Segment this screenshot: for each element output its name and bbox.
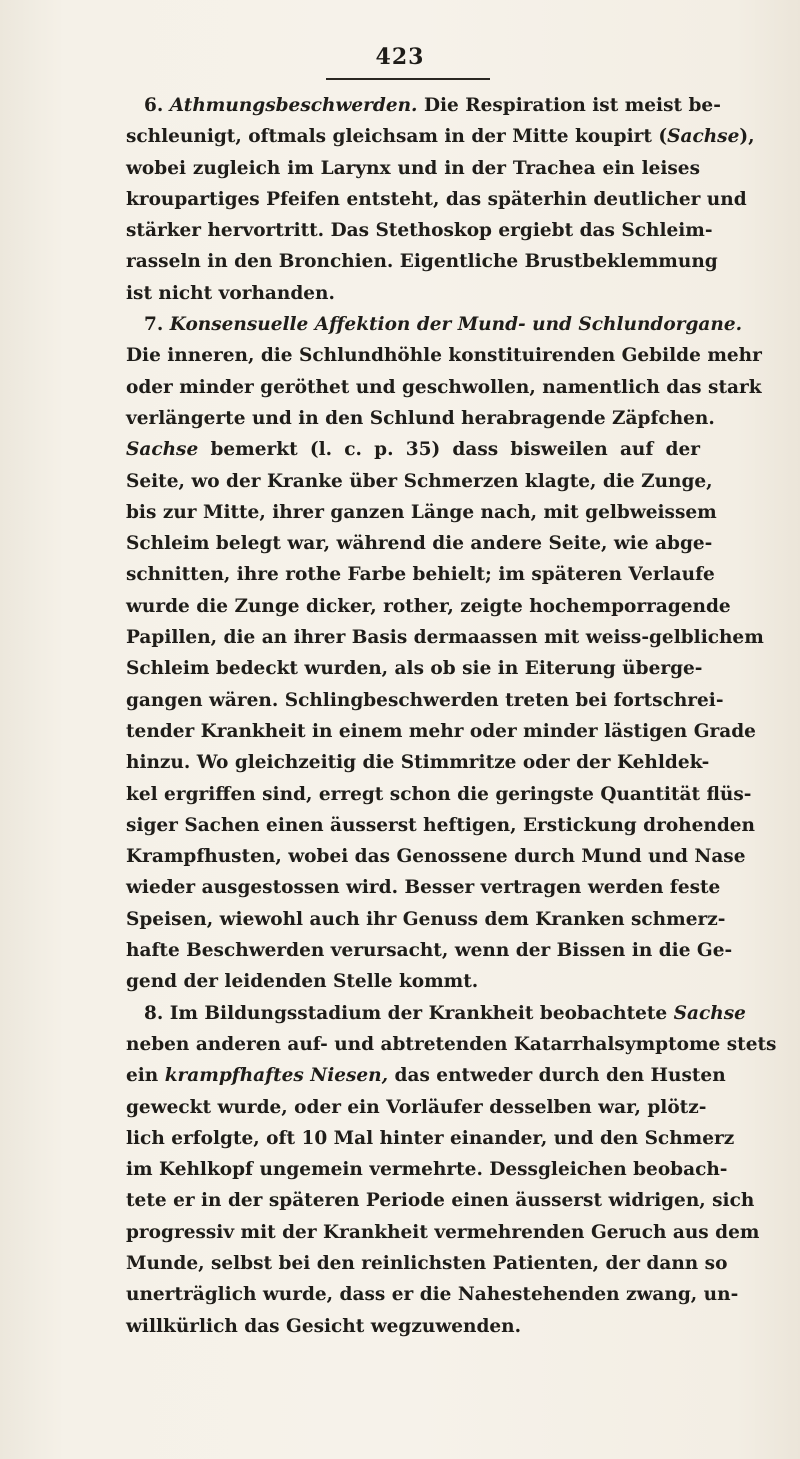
text-line (126, 184, 747, 215)
text-line (126, 1060, 726, 1091)
text-line (126, 246, 718, 277)
text-segment: ist nicht vorhanden. (126, 282, 335, 304)
italic-segment: Sachse (673, 1002, 746, 1024)
text-line (126, 1279, 739, 1310)
text-segment: gend der leidenden Stelle kommt. (126, 971, 479, 993)
text-segment: ein (126, 1065, 165, 1087)
text-line (126, 466, 713, 497)
text-line (126, 716, 756, 747)
text-segment: neben anderen auf- und abtretenden Katarrhalsymptome stets (126, 1033, 777, 1055)
text-segment: 8. Im Bildungsstadium der Krankheit beobachtete (144, 1002, 674, 1024)
text-line (126, 653, 703, 684)
text-line (126, 966, 700, 997)
text-line (126, 528, 713, 559)
text-segment: 6. (144, 95, 170, 116)
italic-segment: krampfhaftes Niesen, (164, 1065, 389, 1087)
text-segment: Die inneren, die Schlundhöhle konstituirenden Gebilde mehr (126, 345, 762, 367)
text-segment: kel ergriffen sind, erregt schon die geringste Quantität flüs- (126, 783, 752, 805)
text-segment: oder minder geröthet und geschwollen, namentlich das stark (126, 376, 762, 398)
italic-segment: Sachse (667, 126, 740, 148)
text-segment: bemerkt (l. c. p. 35) dass bisweilen auf der (198, 439, 700, 461)
text-segment: kroupartiges Pfeifen entsteht, das späterhin deutlicher und (126, 188, 747, 210)
text-line (126, 685, 724, 716)
text-segment: Munde, selbst bei den reinlichsten Patienten, der dann so (126, 1252, 728, 1274)
text-segment: schleunigt, oftmals gleichsam in der Mitte koupirt ( (126, 126, 668, 148)
page-number: 423 (375, 44, 425, 70)
text-segment: Papillen, die an ihrer Basis dermaassen mit weiss-gelblichem (126, 627, 764, 649)
text-segment: tete er in der späteren Periode einen äusserst widrigen, sich (126, 1190, 755, 1212)
text-line (126, 747, 710, 778)
text-line (126, 1029, 777, 1060)
text-segment: bis zur Mitte, ihrer ganzen Länge nach, mit gelbweissem (126, 501, 717, 523)
text-segment: Seite, wo der Kranke über Schmerzen klagte, die Zunge, (126, 470, 713, 492)
text-line (126, 622, 764, 653)
text-line (126, 278, 700, 309)
text-segment: Schleim bedeckt wurden, als ob sie in Eiterung überge- (126, 658, 703, 680)
text-segment: wurde die Zunge dicker, rother, zeigte hochemporragende (126, 595, 731, 617)
text-line (126, 1248, 728, 1279)
text-segment: tender Krankheit in einem mehr oder minder lästigen Grade (126, 720, 756, 742)
text-segment: hinzu. Wo gleichzeitig die Stimmritze oder der Kehldek- (126, 752, 710, 774)
text-segment: hafte Beschwerden verursacht, wenn der Bissen in die Ge- (126, 940, 733, 962)
text-segment: geweckt wurde, oder ein Vorläufer desselben war, plötz- (126, 1096, 707, 1118)
text-segment: Speisen, wiewohl auch ihr Genuss dem Kranken schmerz- (126, 908, 726, 930)
text-segment: rasseln in den Bronchien. Eigentliche Brustbeklemmung (126, 251, 718, 273)
text-line (126, 340, 762, 371)
text-line (126, 559, 715, 590)
text-line (126, 497, 717, 528)
italic-segment: Athmungsbeschwerden. (169, 95, 418, 116)
text-segment: siger Sachen einen äusserst heftigen, Erstickung drohenden (126, 814, 755, 836)
text-segment: schnitten, ihre rothe Farbe behielt; im späteren Verlaufe (126, 564, 715, 586)
paragraph-p6 (126, 90, 755, 309)
text-line (126, 434, 700, 465)
text-segment: willkürlich das Gesicht wegzuwenden. (126, 1315, 522, 1337)
text-segment: 7. (144, 314, 170, 336)
text-line (126, 998, 746, 1029)
text-segment: gangen wären. Schlingbeschwerden treten bei fortschrei- (126, 689, 724, 711)
text-line (126, 372, 762, 403)
paragraph-p8 (126, 998, 777, 1342)
paragraph-p7 (126, 309, 764, 998)
text-line (126, 779, 752, 810)
text-line (126, 215, 713, 246)
text-segment: Die Respiration ist meist be- (417, 95, 721, 116)
text-line (126, 1123, 735, 1154)
text-segment: im Kehlkopf ungemein vermehrte. Dessgleichen beobach- (126, 1159, 728, 1181)
text-segment: lich erfolgte, oft 10 Mal hinter einander, und den Schmerz (126, 1127, 735, 1149)
text-line (126, 309, 743, 340)
text-line (126, 403, 715, 434)
text-segment: progressiv mit der Krankheit vermehrenden Geruch aus dem (126, 1221, 760, 1243)
text-segment: wieder ausgestossen wird. Besser vertragen werden feste (126, 877, 721, 899)
italic-segment: Sachse (126, 439, 199, 461)
text-line (126, 591, 731, 622)
text-line (126, 904, 726, 935)
text-line (126, 1154, 728, 1185)
text-line (126, 153, 700, 184)
text-line (126, 810, 755, 841)
text-line (126, 1092, 707, 1123)
text-line (126, 841, 746, 872)
text-segment: ), (739, 126, 755, 148)
text-segment: wobei zugleich im Larynx und in der Trachea ein leises (126, 157, 700, 179)
body-text (126, 90, 777, 1342)
text-segment: unerträglich wurde, dass er die Nahestehenden zwang, un- (126, 1284, 739, 1306)
italic-segment: Konsensuelle Affektion der Mund- und Schlundorgane. (169, 314, 743, 336)
text-line (126, 1311, 700, 1342)
text-line (126, 1185, 755, 1216)
text-line (126, 121, 755, 152)
text-line (126, 1217, 760, 1248)
text-line (126, 872, 721, 903)
text-line (126, 935, 733, 966)
text-segment: verlängerte und in den Schlund herabragende Zäpfchen. (126, 407, 715, 429)
text-segment: stärker hervortritt. Das Stethoskop ergiebt das Schleim- (126, 220, 713, 242)
text-segment: Schleim belegt war, während die andere Seite, wie abge- (126, 533, 713, 555)
text-segment: Krampfhusten, wobei das Genossene durch Mund und Nase (126, 846, 746, 868)
text-segment: das entweder durch den Husten (388, 1065, 726, 1087)
header-rule (326, 78, 490, 80)
text-line (126, 90, 721, 121)
